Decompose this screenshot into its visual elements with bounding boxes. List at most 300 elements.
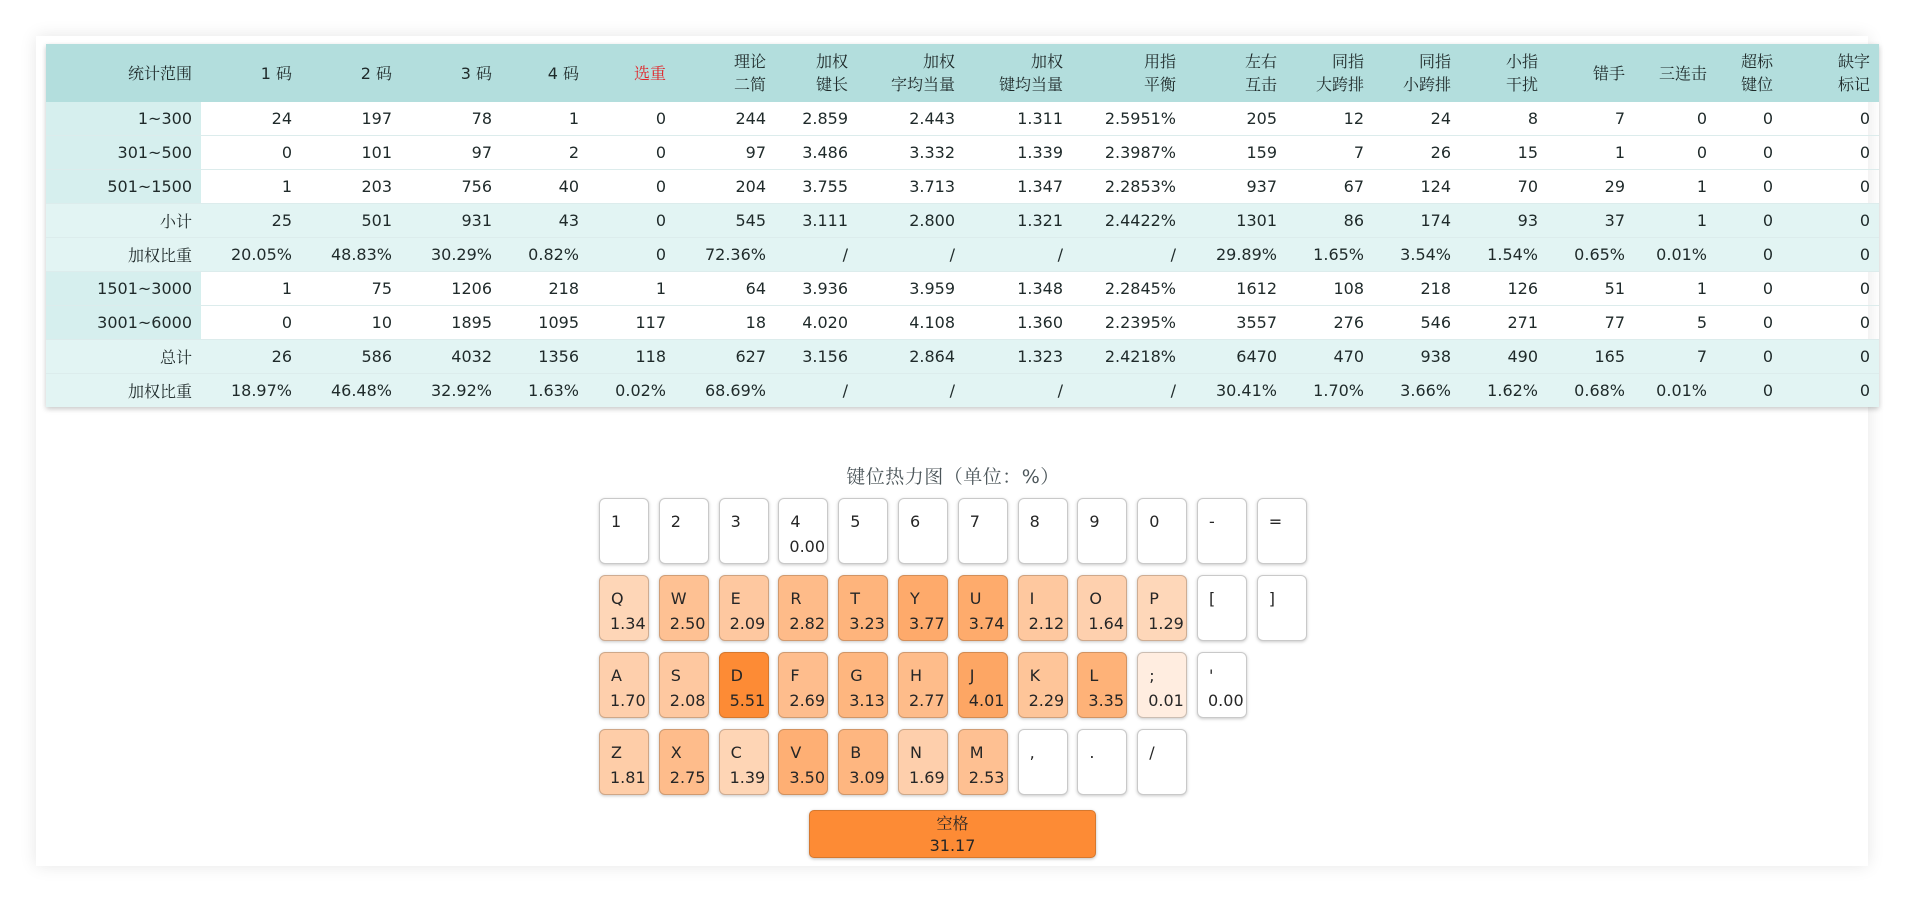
table-cell: 0 bbox=[201, 306, 301, 340]
table-cell: 30.41% bbox=[1185, 374, 1286, 408]
table-cell: 0 bbox=[1716, 102, 1782, 136]
table-cell: 0.68% bbox=[1547, 374, 1634, 408]
table-cell: 2.2853% bbox=[1072, 170, 1185, 204]
table-cell: 0 bbox=[1634, 136, 1716, 170]
table-cell: 3.54% bbox=[1373, 238, 1460, 272]
column-header-text: 2 码 bbox=[360, 63, 392, 83]
table-cell: 3.936 bbox=[775, 272, 857, 306]
key-cap bbox=[599, 575, 649, 641]
table-cell: 26 bbox=[1373, 136, 1460, 170]
key-cap bbox=[599, 652, 649, 718]
table-cell: 4.108 bbox=[857, 306, 964, 340]
table-cell: 1 bbox=[1547, 136, 1634, 170]
key-cap bbox=[838, 652, 888, 718]
table-cell: 0 bbox=[1716, 340, 1782, 374]
table-cell: 756 bbox=[401, 170, 501, 204]
column-header-text: 大跨排 bbox=[1315, 75, 1364, 94]
table-cell: 1 bbox=[501, 102, 588, 136]
key-label: U bbox=[969, 589, 982, 608]
key-value: 1.39 bbox=[729, 768, 766, 787]
key-cap bbox=[778, 498, 828, 564]
key-cap bbox=[958, 498, 1008, 564]
table-cell: 5 bbox=[1634, 306, 1716, 340]
table-cell: 0 bbox=[1782, 306, 1879, 340]
column-header-text: 标记 bbox=[1837, 75, 1870, 94]
key-cap bbox=[1257, 575, 1307, 641]
key-cap bbox=[659, 498, 709, 564]
key-label: Y bbox=[910, 589, 920, 608]
table-cell: 0 bbox=[588, 102, 675, 136]
column-header bbox=[501, 44, 588, 102]
table-cell: 501 bbox=[301, 204, 401, 238]
table-cell: 67 bbox=[1286, 170, 1373, 204]
key-cap bbox=[898, 575, 948, 641]
table-cell: 18.97% bbox=[201, 374, 301, 408]
table-cell: 46.48% bbox=[301, 374, 401, 408]
column-header-text: 平衡 bbox=[1143, 75, 1176, 94]
table-cell: 218 bbox=[501, 272, 588, 306]
column-header-text: 理论 bbox=[733, 52, 766, 71]
table-cell: 1612 bbox=[1185, 272, 1286, 306]
column-header bbox=[401, 44, 501, 102]
column-header-text: 互击 bbox=[1244, 75, 1277, 94]
table-cell: 203 bbox=[301, 170, 401, 204]
column-header bbox=[201, 44, 301, 102]
key-cap bbox=[1137, 652, 1187, 718]
column-header-text: 键长 bbox=[815, 75, 848, 94]
table-cell: 470 bbox=[1286, 340, 1373, 374]
column-header bbox=[964, 44, 1072, 102]
table-cell: 1.63% bbox=[501, 374, 588, 408]
table-cell: 2.4218% bbox=[1072, 340, 1185, 374]
table-cell: 0 bbox=[1716, 238, 1782, 272]
table-cell: / bbox=[857, 238, 964, 272]
table-cell: 0.82% bbox=[501, 238, 588, 272]
table-cell: 1.323 bbox=[964, 340, 1072, 374]
key-cap bbox=[1018, 575, 1068, 641]
key-label: ] bbox=[1268, 589, 1276, 608]
key-value: 3.50 bbox=[789, 768, 826, 787]
table-row bbox=[46, 170, 1879, 204]
table-cell: 10 bbox=[301, 306, 401, 340]
table-cell: 86 bbox=[1286, 204, 1373, 238]
key-cap bbox=[778, 575, 828, 641]
key-value: 2.77 bbox=[909, 691, 945, 710]
table-row bbox=[46, 340, 1879, 374]
table-cell: 68.69% bbox=[675, 374, 775, 408]
column-header bbox=[301, 44, 401, 102]
table-cell: 1.70% bbox=[1286, 374, 1373, 408]
key-cap bbox=[838, 498, 888, 564]
table-cell: 271 bbox=[1460, 306, 1547, 340]
table-cell: 0 bbox=[1782, 170, 1879, 204]
key-label: 空格 bbox=[936, 814, 969, 833]
column-header bbox=[1782, 44, 1879, 102]
key-label: 7 bbox=[969, 512, 980, 531]
column-header bbox=[1460, 44, 1547, 102]
key-label: M bbox=[969, 743, 984, 762]
table-cell: 197 bbox=[301, 102, 401, 136]
key-cap bbox=[778, 652, 828, 718]
table-cell: 117 bbox=[588, 306, 675, 340]
table-cell: 0.02% bbox=[588, 374, 675, 408]
table-cell: 3.486 bbox=[775, 136, 857, 170]
key-label: 3 bbox=[730, 512, 741, 531]
table-cell: 1.348 bbox=[964, 272, 1072, 306]
key-label: I bbox=[1029, 589, 1035, 608]
column-header bbox=[1716, 44, 1782, 102]
column-header bbox=[1634, 44, 1716, 102]
table-cell: 2.859 bbox=[775, 102, 857, 136]
table-cell: 244 bbox=[675, 102, 775, 136]
row-label: 加权比重 bbox=[46, 374, 201, 408]
table-cell: 0 bbox=[1782, 374, 1879, 408]
table-cell: 2.3987% bbox=[1072, 136, 1185, 170]
key-cap bbox=[958, 575, 1008, 641]
row-label: 301~500 bbox=[46, 136, 201, 170]
key-label: T bbox=[850, 589, 860, 608]
table-cell: 29 bbox=[1547, 170, 1634, 204]
table-cell: 165 bbox=[1547, 340, 1634, 374]
column-header bbox=[675, 44, 775, 102]
key-cap bbox=[1137, 575, 1187, 641]
key-label: ' bbox=[1209, 666, 1214, 685]
key-cap bbox=[898, 498, 948, 564]
table-cell: 0 bbox=[1782, 238, 1879, 272]
key-label: C bbox=[730, 743, 742, 762]
heatmap-title: 键位热力图（单位：%） bbox=[846, 466, 1060, 488]
table-cell: 0 bbox=[1716, 306, 1782, 340]
table-cell: 2.443 bbox=[857, 102, 964, 136]
table-cell: 2.5951% bbox=[1072, 102, 1185, 136]
table-cell: 26 bbox=[201, 340, 301, 374]
row-label: 1501~3000 bbox=[46, 272, 201, 306]
column-header-text: 统计范围 bbox=[127, 63, 192, 83]
key-label: O bbox=[1089, 589, 1102, 608]
key-cap bbox=[599, 729, 649, 795]
table-cell: 1206 bbox=[401, 272, 501, 306]
table-cell: 3.755 bbox=[775, 170, 857, 204]
table-cell: 108 bbox=[1286, 272, 1373, 306]
key-value: 2.50 bbox=[669, 614, 706, 633]
column-header-text: 小跨排 bbox=[1402, 75, 1451, 94]
key-value: 2.69 bbox=[789, 691, 826, 710]
column-header-text: 键均当量 bbox=[998, 75, 1063, 94]
key-label: L bbox=[1089, 666, 1099, 685]
table-cell: 1356 bbox=[501, 340, 588, 374]
key-value: 1.70 bbox=[610, 691, 646, 710]
key-cap bbox=[1137, 498, 1187, 564]
key-label: [ bbox=[1209, 589, 1216, 608]
key-cap bbox=[1077, 729, 1127, 795]
table-cell: 118 bbox=[588, 340, 675, 374]
column-header bbox=[775, 44, 857, 102]
table-row bbox=[46, 136, 1879, 170]
table-cell: 1.54% bbox=[1460, 238, 1547, 272]
table-cell: 3.111 bbox=[775, 204, 857, 238]
key-label: A bbox=[611, 666, 622, 685]
key-cap bbox=[1018, 729, 1068, 795]
table-cell: 1 bbox=[588, 272, 675, 306]
table-cell: / bbox=[1072, 238, 1185, 272]
key-cap bbox=[1197, 652, 1247, 718]
table-cell: 3.332 bbox=[857, 136, 964, 170]
table-cell: 77 bbox=[1547, 306, 1634, 340]
key-value: 5.51 bbox=[729, 691, 766, 710]
key-cap bbox=[838, 575, 888, 641]
table-cell: 1 bbox=[201, 170, 301, 204]
table-cell: 0 bbox=[588, 170, 675, 204]
table-cell: 0 bbox=[588, 204, 675, 238]
table-cell: 627 bbox=[675, 340, 775, 374]
key-label: R bbox=[790, 589, 802, 608]
table-cell: / bbox=[775, 374, 857, 408]
column-header bbox=[1547, 44, 1634, 102]
table-cell: 1.321 bbox=[964, 204, 1072, 238]
key-cap bbox=[719, 729, 769, 795]
key-value: 1.69 bbox=[909, 768, 945, 787]
key-cap bbox=[1077, 575, 1127, 641]
column-header-text: 同指 bbox=[1418, 52, 1451, 71]
table-cell: 0 bbox=[1716, 374, 1782, 408]
table-cell: 1301 bbox=[1185, 204, 1286, 238]
table-cell: 1 bbox=[201, 272, 301, 306]
table-cell: 30.29% bbox=[401, 238, 501, 272]
key-label: 4 bbox=[790, 512, 801, 531]
table-cell: 1.339 bbox=[964, 136, 1072, 170]
key-label: S bbox=[670, 666, 681, 685]
table-cell: 1.62% bbox=[1460, 374, 1547, 408]
table-cell: / bbox=[775, 238, 857, 272]
table-cell: 3.66% bbox=[1373, 374, 1460, 408]
column-header-text: 用指 bbox=[1143, 52, 1176, 71]
table-cell: 97 bbox=[675, 136, 775, 170]
key-cap bbox=[719, 498, 769, 564]
key-label: 6 bbox=[910, 512, 921, 531]
key-label: 0 bbox=[1149, 512, 1160, 531]
table-cell: 75 bbox=[301, 272, 401, 306]
column-header-text: 3 码 bbox=[460, 63, 492, 83]
table-cell: 7 bbox=[1286, 136, 1373, 170]
table-cell: 218 bbox=[1373, 272, 1460, 306]
table-cell: 78 bbox=[401, 102, 501, 136]
table-cell: 124 bbox=[1373, 170, 1460, 204]
row-label: 3001~6000 bbox=[46, 306, 201, 340]
table-cell: 938 bbox=[1373, 340, 1460, 374]
key-cap bbox=[599, 498, 649, 564]
table-cell: / bbox=[964, 374, 1072, 408]
column-header-text: 键位 bbox=[1740, 75, 1773, 94]
table-cell: 0 bbox=[1634, 102, 1716, 136]
column-header-text: 1 码 bbox=[260, 63, 292, 83]
row-label: 小计 bbox=[46, 204, 201, 238]
row-label: 501~1500 bbox=[46, 170, 201, 204]
key-value: 2.82 bbox=[789, 614, 826, 633]
key-value: 2.53 bbox=[968, 768, 1005, 787]
column-header bbox=[1185, 44, 1286, 102]
table-cell: 546 bbox=[1373, 306, 1460, 340]
key-label: / bbox=[1149, 743, 1155, 762]
table-cell: 2.2845% bbox=[1072, 272, 1185, 306]
key-label: 2 bbox=[670, 512, 681, 531]
key-label: = bbox=[1268, 512, 1283, 531]
column-header-text: 加权 bbox=[1030, 52, 1063, 71]
table-cell: 15 bbox=[1460, 136, 1547, 170]
key-cap bbox=[659, 729, 709, 795]
table-cell: 40 bbox=[501, 170, 588, 204]
table-cell: 51 bbox=[1547, 272, 1634, 306]
key-cap bbox=[1137, 729, 1187, 795]
key-value: 3.13 bbox=[849, 691, 885, 710]
table-cell: 0 bbox=[201, 136, 301, 170]
table-cell: 2.864 bbox=[857, 340, 964, 374]
key-label: 5 bbox=[850, 512, 861, 531]
column-header bbox=[46, 44, 201, 102]
key-value: 31.17 bbox=[929, 836, 976, 855]
key-cap bbox=[898, 652, 948, 718]
column-header bbox=[857, 44, 964, 102]
table-row bbox=[46, 204, 1879, 238]
key-label: B bbox=[850, 743, 862, 762]
column-header bbox=[1373, 44, 1460, 102]
table-cell: 0 bbox=[1782, 204, 1879, 238]
table-cell: 0 bbox=[588, 136, 675, 170]
key-label: 1 bbox=[611, 512, 622, 531]
table-cell: 1.311 bbox=[964, 102, 1072, 136]
table-cell: 159 bbox=[1185, 136, 1286, 170]
table-cell: 205 bbox=[1185, 102, 1286, 136]
column-header-text: 选重 bbox=[633, 63, 666, 83]
key-label: W bbox=[670, 589, 687, 608]
table-header-row bbox=[46, 44, 1879, 102]
column-header-text: 错手 bbox=[1592, 63, 1625, 83]
table-cell: 93 bbox=[1460, 204, 1547, 238]
key-label: E bbox=[730, 589, 741, 608]
table-cell: 2.2395% bbox=[1072, 306, 1185, 340]
table-cell: 4.020 bbox=[775, 306, 857, 340]
key-value: 1.81 bbox=[610, 768, 646, 787]
key-value: 2.08 bbox=[669, 691, 706, 710]
table-cell: 101 bbox=[301, 136, 401, 170]
key-value: 4.01 bbox=[968, 691, 1005, 710]
table-cell: 0 bbox=[1716, 272, 1782, 306]
table-cell: 490 bbox=[1460, 340, 1547, 374]
column-header bbox=[1072, 44, 1185, 102]
key-value: 2.29 bbox=[1028, 691, 1065, 710]
table-cell: 3557 bbox=[1185, 306, 1286, 340]
key-label: 9 bbox=[1089, 512, 1100, 531]
table-cell: 7 bbox=[1547, 102, 1634, 136]
column-header-text: 三连击 bbox=[1658, 63, 1707, 83]
key-cap bbox=[838, 729, 888, 795]
key-value: 2.75 bbox=[669, 768, 706, 787]
column-header-text: 小指 bbox=[1505, 52, 1538, 71]
row-label: 总计 bbox=[46, 340, 201, 374]
table-cell: 0 bbox=[1782, 102, 1879, 136]
key-label: . bbox=[1089, 743, 1095, 762]
table-cell: 70 bbox=[1460, 170, 1547, 204]
key-label: Z bbox=[611, 743, 622, 762]
table-cell: 0 bbox=[1782, 272, 1879, 306]
table-cell: 174 bbox=[1373, 204, 1460, 238]
table-cell: 97 bbox=[401, 136, 501, 170]
key-label: V bbox=[790, 743, 802, 762]
column-header-text: 左右 bbox=[1244, 52, 1277, 71]
key-cap bbox=[1077, 498, 1127, 564]
table-cell: 64 bbox=[675, 272, 775, 306]
column-header-text: 加权 bbox=[815, 52, 848, 71]
key-cap bbox=[1018, 652, 1068, 718]
key-cap bbox=[1257, 498, 1307, 564]
key-space bbox=[809, 810, 1096, 858]
table-cell: 24 bbox=[201, 102, 301, 136]
table-cell: 204 bbox=[675, 170, 775, 204]
table-cell: 8 bbox=[1460, 102, 1547, 136]
key-label: Q bbox=[611, 589, 624, 608]
table-cell: 1095 bbox=[501, 306, 588, 340]
table-cell: / bbox=[1072, 374, 1185, 408]
table-cell: 0 bbox=[1782, 136, 1879, 170]
table-cell: 43 bbox=[501, 204, 588, 238]
column-header-text: 同指 bbox=[1331, 52, 1364, 71]
table-cell: 18 bbox=[675, 306, 775, 340]
key-label: 8 bbox=[1029, 512, 1040, 531]
table-cell: / bbox=[964, 238, 1072, 272]
column-header bbox=[588, 44, 675, 102]
table-cell: 1.360 bbox=[964, 306, 1072, 340]
key-value: 0.00 bbox=[789, 537, 826, 556]
key-cap bbox=[958, 652, 1008, 718]
table-cell: 0.01% bbox=[1634, 238, 1716, 272]
table-cell: 276 bbox=[1286, 306, 1373, 340]
table-cell: 3.156 bbox=[775, 340, 857, 374]
key-value: 1.29 bbox=[1148, 614, 1184, 633]
table-cell: 2.4422% bbox=[1072, 204, 1185, 238]
table-cell: 6470 bbox=[1185, 340, 1286, 374]
table-cell: 2.800 bbox=[857, 204, 964, 238]
table-cell: 1 bbox=[1634, 272, 1716, 306]
column-header-text: 超标 bbox=[1740, 52, 1773, 71]
key-value: 2.12 bbox=[1028, 614, 1065, 633]
key-value: 0.01 bbox=[1148, 691, 1184, 710]
row-label: 1~300 bbox=[46, 102, 201, 136]
key-value: 1.64 bbox=[1088, 614, 1125, 633]
table-cell: 25 bbox=[201, 204, 301, 238]
key-label: J bbox=[969, 666, 975, 685]
key-cap bbox=[1018, 498, 1068, 564]
table-cell: 1.65% bbox=[1286, 238, 1373, 272]
column-header bbox=[1286, 44, 1373, 102]
key-value: 3.74 bbox=[968, 614, 1005, 633]
key-label: H bbox=[910, 666, 923, 685]
key-label: D bbox=[730, 666, 743, 685]
table-cell: 37 bbox=[1547, 204, 1634, 238]
key-label: N bbox=[910, 743, 922, 762]
table-cell: 586 bbox=[301, 340, 401, 374]
table-cell: 4032 bbox=[401, 340, 501, 374]
table-row bbox=[46, 374, 1879, 408]
key-label: , bbox=[1029, 743, 1035, 762]
table-row bbox=[46, 272, 1879, 306]
key-cap bbox=[719, 652, 769, 718]
key-label: ; bbox=[1149, 666, 1155, 685]
table-cell: 126 bbox=[1460, 272, 1547, 306]
table-cell: 3.713 bbox=[857, 170, 964, 204]
table-cell: 1 bbox=[1634, 204, 1716, 238]
table-cell: 7 bbox=[1634, 340, 1716, 374]
table-cell: 931 bbox=[401, 204, 501, 238]
table-cell: 0.01% bbox=[1634, 374, 1716, 408]
